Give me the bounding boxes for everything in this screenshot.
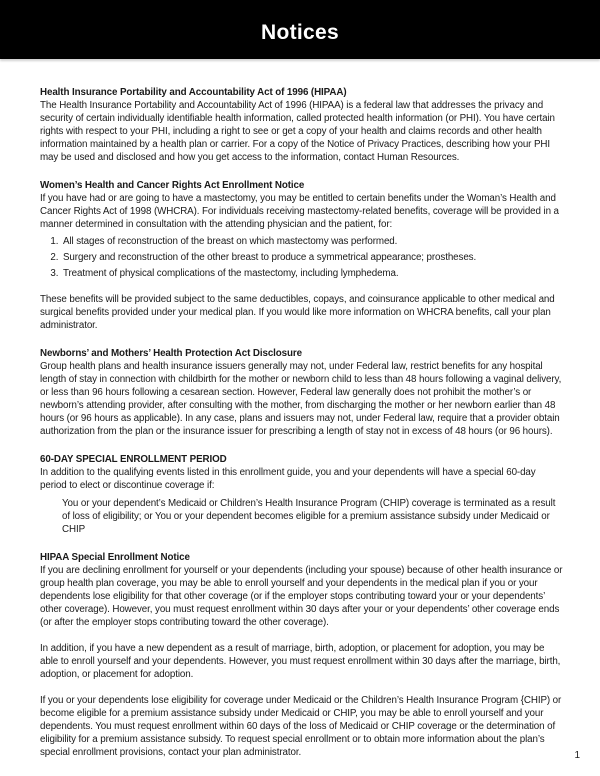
paragraph-60-day-conditions: You or your dependent’s Medicaid or Children’s Health Insurance Program (CHIP) coverage is terminated as a result of loss of eligibility; or You or your dependent becomes eligible for a premium assistance subsidy under Medicaid or CHIP — [62, 498, 556, 535]
section-heading-hipaa: Health Insurance Portability and Accountability Act of 1996 (HIPAA) — [40, 87, 347, 98]
section-newborns-mothers — [40, 347, 564, 438]
paragraph-hipaa-special-3: If you or your dependents lose eligibility for coverage under Medicaid or the Children’s Health Insurance Program {CHIP) or become eligible for a premium assistance subsidy under Medicaid or CHIP, you may be able to enroll yourself and your dependents. You must request enrollment within 60 days of the loss of Medicaid or CHIP coverage or the determination of eligibility for a premium assistance subsidy. To request special enrollment or to obtain more information about the plan’s special enrollment provisions, contact your plan administrator. — [40, 695, 562, 758]
section-heading-whcra: Women’s Health and Cancer Rights Act Enrollment Notice — [40, 180, 305, 191]
whcra-benefits-list — [40, 235, 564, 280]
section-hipaa-privacy — [40, 86, 564, 164]
paragraph-whcra-outro: These benefits will be provided subject to the same deductibles, copays, and coinsurance applicable to other medical and surgical benefits provided under your medical plan. If you would like more information on WHCRA benefits, call your plan administrator. — [40, 294, 555, 331]
paragraph-whcra-intro: If you have had or are going to have a mastectomy, you may be entitled to certain benefits under the Woman’s Health and Cancer Rights Act of 1998 (WHCRA). For individuals receiving mastectomy-related benefits, coverage will be provided in a manner determined in consultation with the attending physician and the patient, for: — [40, 193, 559, 230]
page-header — [0, 0, 600, 59]
list-item-surgery: 2. Surgery and reconstruction of the other breast to produce a symmetrical appearance; prostheses. — [61, 251, 564, 264]
section-60-day-enrollment — [40, 453, 564, 536]
page-title: Notices — [261, 20, 339, 44]
section-hipaa-special-enrollment — [40, 551, 564, 759]
paragraph-hipaa-special-1: If you are declining enrollment for yourself or your dependents (including your spouse) because of other health insurance or group health plan coverage, you may be able to enroll yourself and your dependents in the medical plan if you or your dependents lose eligibility for that other coverage (or if the employer stops contributing toward your or your dependents’ other coverage). However, you must request enrollment within 30 days after your or your dependents’ other coverage ends (or after the employer stops contributing toward the other coverage). — [40, 565, 563, 628]
list-item-reconstruction: 1. All stages of reconstruction of the breast on which mastectomy was performed. — [61, 235, 564, 248]
section-whcra — [40, 179, 564, 332]
paragraph-60-day-intro: In addition to the qualifying events listed in this enrollment guide, you and your dependents will have a special 60-day period to elect or discontinue coverage if: — [40, 467, 536, 491]
page-number: 1 — [574, 750, 580, 761]
section-heading-hipaa-special: HIPAA Special Enrollment Notice — [40, 552, 190, 563]
paragraph-hipaa-special-2: In addition, if you have a new dependent as a result of marriage, birth, adoption, or placement for adoption, you may be able to enroll yourself and your dependents. However, you must request enrollment within 30 days after the marriage, birth, adoption, or placement for adoption. — [40, 643, 561, 680]
section-heading-60-day: 60-DAY SPECIAL ENROLLMENT PERIOD — [40, 454, 227, 465]
paragraph-newborns-body: Group health plans and health insurance issuers generally may not, under Federal law, restrict benefits for any hospital length of stay in connection with childbirth for the mother or newborn child to less than 48 hours following a vaginal delivery, or less than 96 hours following a cesarean section. However, Federal law generally does not prohibit the mother’s or newborn’s attending provider, after consulting with the mother, from discharging the mother or her newborn earlier than 48 hours (or 96 hours as applicable). In any case, plans and issuers may not, under Federal law, require that a provider obtain authorization from the plan or the insurance issuer for prescribing a length of stay not in excess of 48 hours (or 96 hours). — [40, 361, 562, 437]
section-heading-newborns: Newborns’ and Mothers’ Health Protection Act Disclosure — [40, 348, 302, 359]
paragraph-hipaa-body: The Health Insurance Portability and Accountability Act of 1996 (HIPAA) is a federal law that addresses the privacy and security of certain individually identifiable health information, called protected health information (or PHI). You have certain rights with respect to your PHI, including a right to see or get a copy of your health and claims records and other health information maintained by a health plan or carrier. For a copy of the Notice of Privacy Practices, describing how your PHI may be used and disclosed and how you get access to the information, contact Human Resources. — [40, 100, 555, 163]
list-item-treatment: 3. Treatment of physical complications of the mastectomy, including lymphedema. — [61, 267, 564, 280]
page-content — [0, 59, 600, 759]
